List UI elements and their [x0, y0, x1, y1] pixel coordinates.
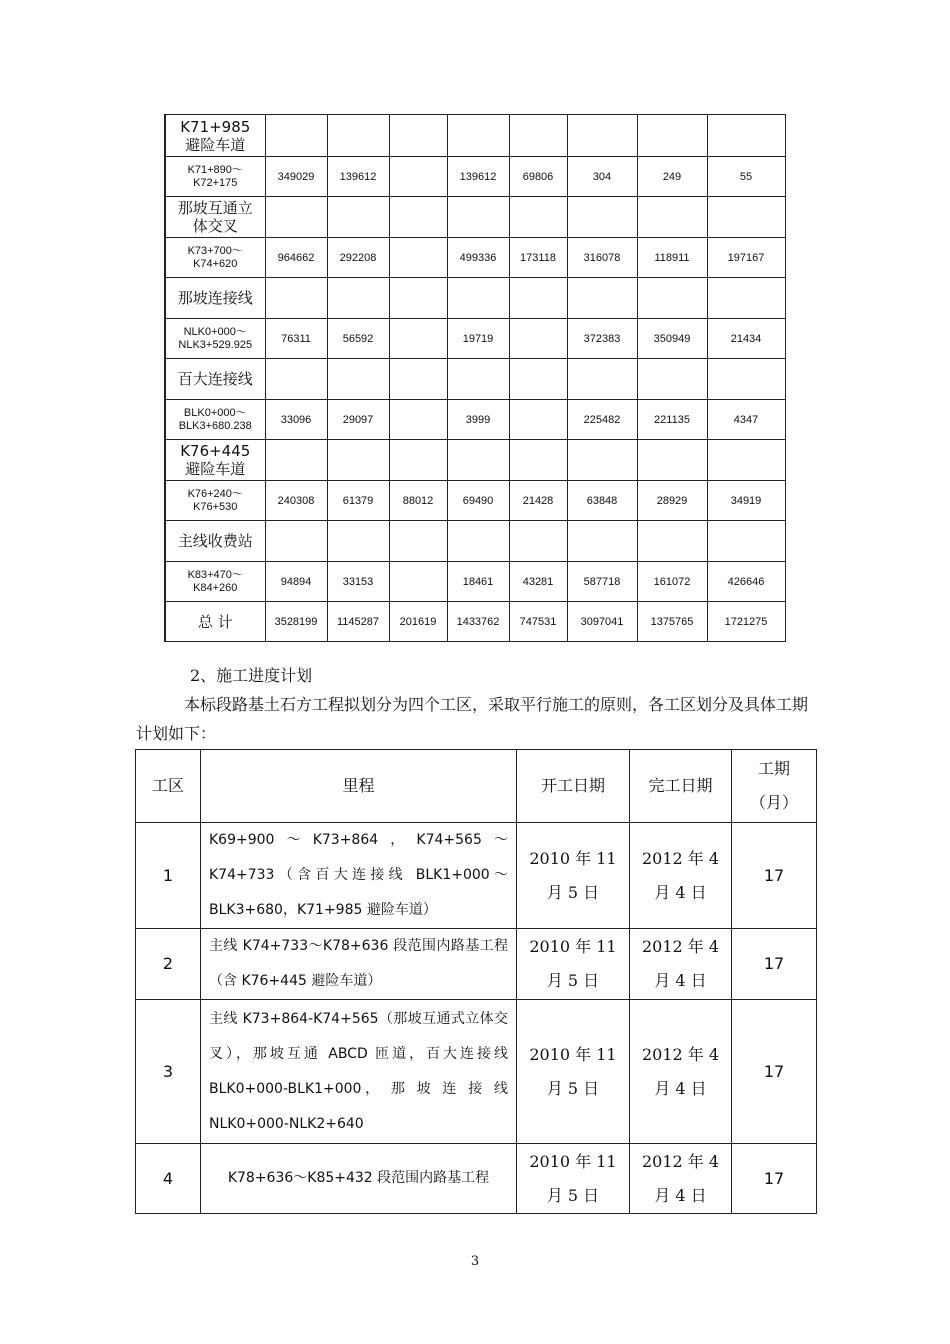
quantity-cell — [265, 197, 327, 238]
quantity-cell — [389, 521, 447, 562]
quantity-cell — [447, 115, 509, 157]
quantity-cell: 33096 — [265, 400, 327, 440]
quantity-cell — [567, 440, 637, 481]
quantity-cell — [707, 521, 785, 562]
quantity-cell: 18461 — [447, 562, 509, 602]
end-date-cell: 2012 年 4 月 4 日 — [630, 823, 732, 929]
quantity-cell — [509, 319, 567, 359]
quantity-cell — [567, 278, 637, 319]
quantity-cell — [509, 440, 567, 481]
quantity-cell: 76311 — [265, 319, 327, 359]
quantity-cell: 55 — [707, 157, 785, 197]
quantity-cell — [707, 197, 785, 238]
quantity-cell: 292208 — [327, 238, 389, 278]
page-number: 3 — [470, 1254, 480, 1269]
data-row — [165, 562, 785, 602]
quantity-cell: 201619 — [389, 602, 447, 642]
quantity-cell — [509, 115, 567, 157]
zone-cell: 3 — [136, 1000, 201, 1144]
quantity-cell — [447, 359, 509, 400]
start-date-cell: 2010 年 11 月 5 日 — [517, 1144, 630, 1214]
quantity-cell: 964662 — [265, 238, 327, 278]
quantity-cell — [707, 278, 785, 319]
quantity-cell: 69806 — [509, 157, 567, 197]
quantity-cell: 94894 — [265, 562, 327, 602]
quantity-cell: 1145287 — [327, 602, 389, 642]
duration-cell: 17 — [732, 823, 817, 929]
quantity-cell — [447, 278, 509, 319]
end-date-cell: 2012 年 4 月 4 日 — [630, 929, 732, 1000]
quantity-cell — [389, 115, 447, 157]
start-date-cell: 2010 年 11 月 5 日 — [517, 823, 630, 929]
quantity-cell: 33153 — [327, 562, 389, 602]
quantity-cell: 3528199 — [265, 602, 327, 642]
quantity-cell — [509, 400, 567, 440]
mileage-range-cell: K83+470～K84+260 — [165, 562, 265, 602]
section-title-cell: 百大连接线 — [165, 359, 265, 400]
quantity-cell: 747531 — [509, 602, 567, 642]
quantity-cell: 118911 — [637, 238, 707, 278]
quantity-cell — [567, 521, 637, 562]
quantity-cell: 587718 — [567, 562, 637, 602]
mileage-range-cell: BLK0+000～BLK3+680.238 — [165, 400, 265, 440]
quantity-cell: 426646 — [707, 562, 785, 602]
end-date-cell: 2012 年 4 月 4 日 — [630, 1000, 732, 1144]
section-title-row — [165, 115, 785, 157]
header-end: 完工日期 — [630, 750, 732, 823]
quantity-cell: 19719 — [447, 319, 509, 359]
quantity-cell: 29097 — [327, 400, 389, 440]
section-heading: 2、施工进度计划 — [190, 666, 313, 685]
quantity-cell — [389, 197, 447, 238]
schedule-table — [135, 749, 817, 1214]
quantity-cell — [447, 440, 509, 481]
quantity-cell — [637, 197, 707, 238]
quantity-cell: 56592 — [327, 319, 389, 359]
quantity-cell — [389, 319, 447, 359]
quantity-cell: 304 — [567, 157, 637, 197]
quantity-cell — [389, 278, 447, 319]
quantity-cell — [509, 521, 567, 562]
header-mileage: 里程 — [201, 750, 517, 823]
quantity-cell: 1721275 — [707, 602, 785, 642]
quantity-cell — [509, 359, 567, 400]
quantity-cell: 21428 — [509, 481, 567, 521]
mileage-cell: K69+900～K73+864，K74+565～K74+733（含百大连接线 BLK1+000～BLK3+680，K71+985 避险车道） — [201, 823, 517, 929]
quantity-cell: 61379 — [327, 481, 389, 521]
zone-cell: 1 — [136, 823, 201, 929]
quantity-cell — [637, 359, 707, 400]
quantity-cell — [509, 278, 567, 319]
quantity-cell: 69490 — [447, 481, 509, 521]
quantity-cell: 3097041 — [567, 602, 637, 642]
duration-cell: 17 — [732, 1144, 817, 1214]
quantity-cell: 225482 — [567, 400, 637, 440]
start-date-cell: 2010 年 11 月 5 日 — [517, 929, 630, 1000]
quantity-cell — [637, 278, 707, 319]
mileage-cell: 主线 K74+733～K78+636 段范围内路基工程（含 K76+445 避险车道） — [201, 929, 517, 1000]
quantity-cell: 43281 — [509, 562, 567, 602]
quantity-cell — [707, 115, 785, 157]
mileage-cell: 主线 K73+864-K74+565（那坡互通式立体交叉），那坡互通 ABCD 匝道，百大连接线 BLK0+000-BLK1+000， 那 坡 连 接 线 NLK0+000-NLK2+640 — [201, 1000, 517, 1144]
header-zone: 工区 — [136, 750, 201, 823]
quantity-cell — [265, 278, 327, 319]
mileage-range-cell: K76+240～K76+530 — [165, 481, 265, 521]
quantity-cell — [707, 440, 785, 481]
data-row — [165, 400, 785, 440]
quantity-cell: 88012 — [389, 481, 447, 521]
quantity-cell — [637, 115, 707, 157]
schedule-row — [136, 1000, 817, 1144]
earthwork-quantity-table — [164, 114, 786, 642]
intro-paragraph: 本标段路基土石方工程拟划分为四个工区，采取平行施工的原则，各工区划分及具体工期计划如下： — [136, 695, 809, 743]
quantity-cell: 173118 — [509, 238, 567, 278]
quantity-cell: 1375765 — [637, 602, 707, 642]
header-duration: 工期（月） — [732, 750, 817, 823]
data-row — [165, 481, 785, 521]
quantity-cell: 28929 — [637, 481, 707, 521]
quantity-cell — [389, 157, 447, 197]
quantity-cell: 63848 — [567, 481, 637, 521]
quantity-cell: 240308 — [265, 481, 327, 521]
quantity-cell — [265, 115, 327, 157]
mileage-cell: K78+636～K85+432 段范围内路基工程 — [201, 1144, 517, 1214]
data-row — [165, 157, 785, 197]
quantity-cell — [327, 278, 389, 319]
quantity-cell — [637, 521, 707, 562]
section-title-cell: 那坡互通立体交叉 — [165, 197, 265, 238]
quantity-cell: 372383 — [567, 319, 637, 359]
quantity-cell — [447, 521, 509, 562]
quantity-cell — [389, 238, 447, 278]
quantity-cell — [389, 440, 447, 481]
quantity-cell: 4347 — [707, 400, 785, 440]
zone-cell: 2 — [136, 929, 201, 1000]
quantity-cell — [327, 197, 389, 238]
header-start: 开工日期 — [517, 750, 630, 823]
quantity-cell — [509, 197, 567, 238]
quantity-cell: 139612 — [327, 157, 389, 197]
schedule-row — [136, 929, 817, 1000]
quantity-cell: 1433762 — [447, 602, 509, 642]
quantity-cell — [327, 440, 389, 481]
section-title-row — [165, 440, 785, 481]
quantity-cell: 139612 — [447, 157, 509, 197]
mileage-range-cell: NLK0+000～NLK3+529.925 — [165, 319, 265, 359]
quantity-cell: 221135 — [637, 400, 707, 440]
quantity-cell: 3999 — [447, 400, 509, 440]
quantity-cell — [637, 440, 707, 481]
mileage-range-cell: K73+700～K74+620 — [165, 238, 265, 278]
quantity-cell — [327, 359, 389, 400]
section-title-row — [165, 359, 785, 400]
section-title-cell: 那坡连接线 — [165, 278, 265, 319]
duration-cell: 17 — [732, 1000, 817, 1144]
section-title-row — [165, 521, 785, 562]
section-title-cell: K71+985 避险车道 — [165, 115, 265, 157]
end-date-cell: 2012 年 4 月 4 日 — [630, 1144, 732, 1214]
quantity-cell — [265, 440, 327, 481]
start-date-cell: 2010 年 11 月 5 日 — [517, 1000, 630, 1144]
quantity-cell: 316078 — [567, 238, 637, 278]
quantity-cell — [447, 197, 509, 238]
quantity-cell — [389, 400, 447, 440]
quantity-cell — [567, 115, 637, 157]
section-title-cell: K76+445 避险车道 — [165, 440, 265, 481]
total-label-cell: 总 计 — [165, 602, 265, 642]
section-title-row — [165, 197, 785, 238]
data-row — [165, 238, 785, 278]
section-title-cell: 主线收费站 — [165, 521, 265, 562]
quantity-cell — [327, 115, 389, 157]
zone-cell: 4 — [136, 1144, 201, 1214]
schedule-row — [136, 1144, 817, 1214]
schedule-row — [136, 823, 817, 929]
data-row — [165, 319, 785, 359]
quantity-cell: 21434 — [707, 319, 785, 359]
quantity-cell: 161072 — [637, 562, 707, 602]
duration-cell: 17 — [732, 929, 817, 1000]
schedule-header-row — [136, 750, 817, 823]
quantity-cell — [327, 521, 389, 562]
quantity-cell: 350949 — [637, 319, 707, 359]
quantity-cell — [567, 359, 637, 400]
section-title-row — [165, 278, 785, 319]
total-row — [165, 602, 785, 642]
quantity-cell — [567, 197, 637, 238]
quantity-cell — [265, 359, 327, 400]
quantity-cell — [389, 562, 447, 602]
quantity-cell — [389, 359, 447, 400]
quantity-cell: 249 — [637, 157, 707, 197]
quantity-cell — [707, 359, 785, 400]
quantity-cell: 34919 — [707, 481, 785, 521]
quantity-cell: 499336 — [447, 238, 509, 278]
quantity-cell: 197167 — [707, 238, 785, 278]
quantity-cell — [265, 521, 327, 562]
mileage-range-cell: K71+890～K72+175 — [165, 157, 265, 197]
quantity-cell: 349029 — [265, 157, 327, 197]
